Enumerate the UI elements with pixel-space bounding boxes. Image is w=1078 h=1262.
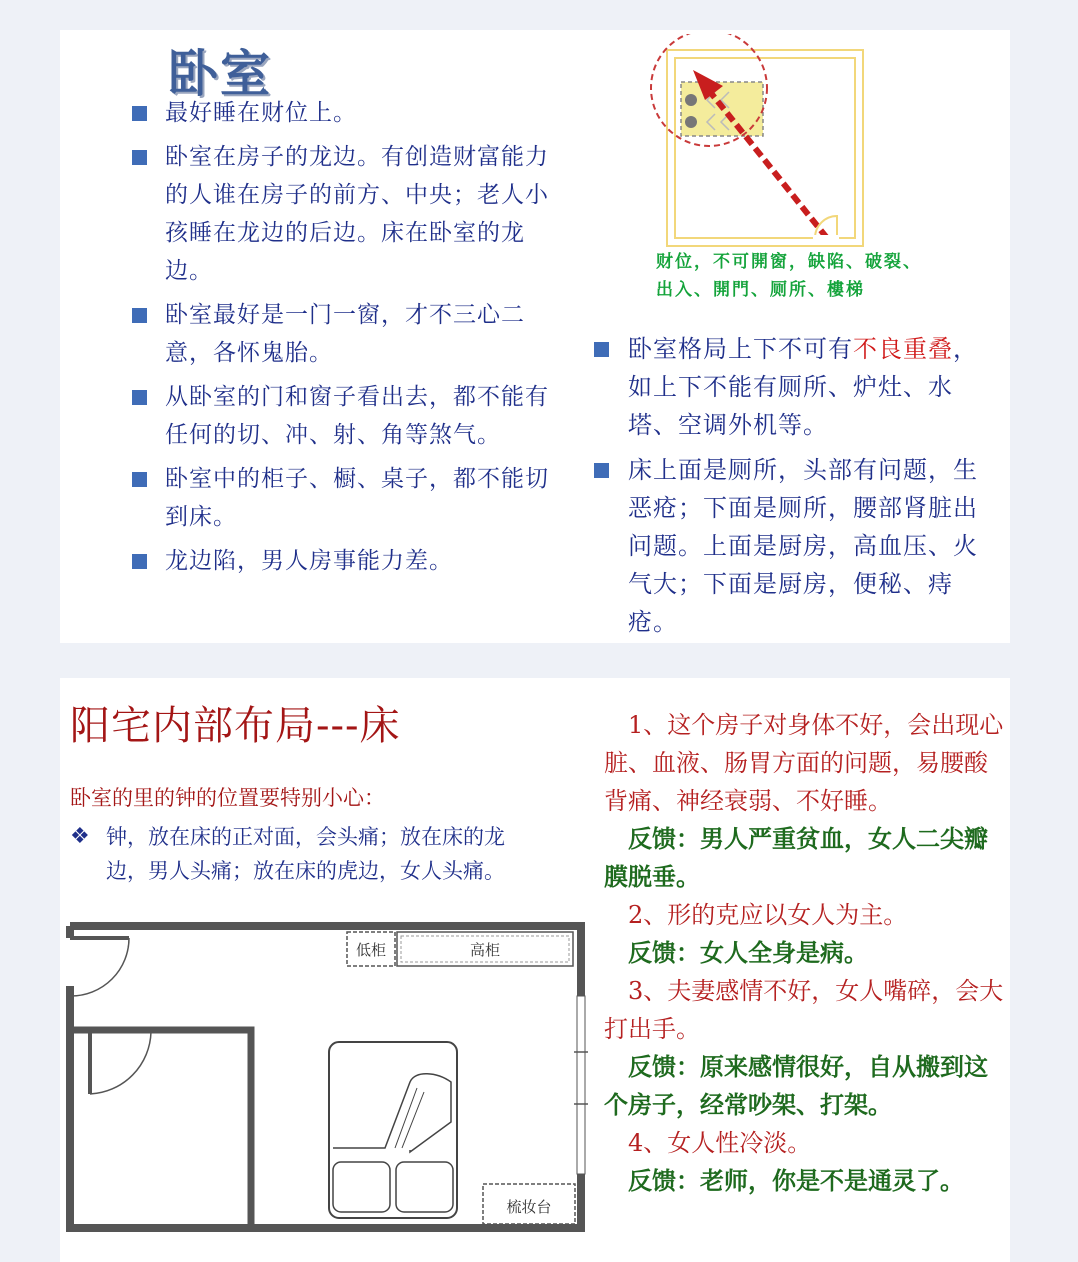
list-item: 龙边陷，男人房事能力差。 [130,542,550,580]
diamond-bullet-icon: ❖ [70,824,90,849]
slide-title: 阳宅内部布局---床 [70,703,401,749]
bedroom-slide [60,30,1010,643]
bullet-square-icon [132,390,147,405]
bullet-square-icon [132,472,147,487]
slide-subtitle: 卧室的里的钟的位置要特别小心： [70,786,385,810]
feedback-paragraph: 反馈：原来感情很好，自从搬到这个房子，经常吵架、打架。 [604,1052,988,1119]
wealth-position-note: 财位，不可開窗，缺陷、破裂、出入、開門、厕所、樓梯 [656,252,922,300]
effect-paragraph: 3、夫妻感情不好，女人嘴碎，会大打出手。 [604,977,1004,1043]
effects-column [604,706,1004,1200]
list-item: 床上面是厕所，头部有问题，生恶疮；下面是厕所，腰部肾脏出问题。上面是厨房，高血压、火气大；下面是厨房，便秘、痔疮。 [592,451,1002,641]
bullet-square-icon [132,150,147,165]
highlight-text: 不良重叠 [853,335,953,363]
effect-paragraph: 4、女人性冷淡。 [604,1129,812,1157]
door-swing [71,938,129,996]
wealth-position-floor-plan [645,34,885,254]
low-cabinet-label: 低柜 [355,941,387,959]
right-bullet-list [592,330,1002,648]
bullet-square-icon [132,554,147,569]
bullet-square-icon [594,463,609,478]
bullet-square-icon [594,342,609,357]
slide-title: 卧室 [168,45,272,103]
list-item: 从卧室的门和窗子看出去，都不能有任何的切、冲、射、角等煞气。 [130,378,550,454]
pillow-icon [396,1162,453,1212]
list-item: 卧室在房子的龙边。有创造财富能力的人谁在房子的前方、中央；老人小孩睡在龙边的后边。床在卧室的龙边。 [130,138,550,290]
feedback-paragraph: 反馈：女人全身是病。 [604,938,868,967]
effect-paragraph: 1、这个房子对身体不好，会出现心脏、血液、肠胃方面的问题，易腰酸背痛、神经衰弱、不好睡。 [604,711,1004,815]
left-bullet-list [130,94,550,586]
list-item: 卧室格局上下不可有不良重叠，如上下不能有厕所、炉灶、水塔、空调外机等。 [592,330,1002,444]
list-item: 最好睡在财位上。 [130,94,550,132]
list-item: ❖ 钟，放在床的正对面，会头痛；放在床的龙边，男人头痛；放在床的虎边，女人头痛。 [70,820,520,888]
pillow-icon [333,1162,390,1212]
list-item: 卧室最好是一门一窗，才不三心二意，各怀鬼胎。 [130,296,550,372]
bullet-square-icon [132,308,147,323]
tall-cabinet-label: 高柜 [469,941,501,959]
feedback-paragraph: 反馈：男人严重贫血，女人二尖瓣膜脱垂。 [604,824,988,891]
bedroom-floor-plan [65,922,590,1234]
effect-paragraph: 2、形的克应以女人为主。 [604,901,908,929]
feedback-paragraph: 反馈：老师，你是不是通灵了。 [604,1166,964,1195]
pillow-icon [685,94,697,106]
dresser-label: 梳妆台 [506,1198,552,1216]
door-swing [90,1032,151,1094]
bed-layout-slide [60,678,1010,1262]
list-item: 卧室中的柜子、橱、桌子，都不能切到床。 [130,460,550,536]
pillow-icon [685,116,697,128]
bullet-square-icon [132,106,147,121]
